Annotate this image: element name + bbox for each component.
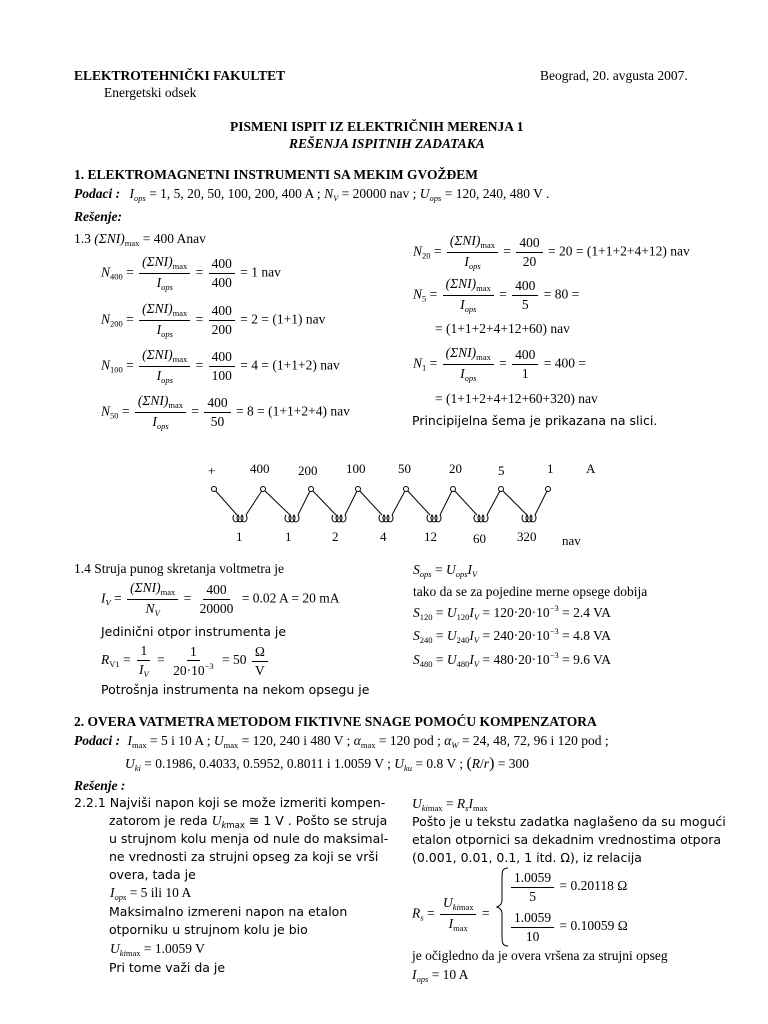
schema-note: Principijelna šema je prikazana na slici. xyxy=(412,413,658,428)
problem1-heading: 1. ELEKTROMAGNETNI INSTRUMENTI SA MEKIM GVOŽĐEM xyxy=(74,167,479,182)
diagram-turns-1b: 1 xyxy=(285,529,292,544)
podaci-uops: = 120, 240, 480 V . xyxy=(444,186,550,201)
diagram-label-100: 100 xyxy=(346,461,366,476)
diagram-label-plus: + xyxy=(208,463,216,478)
diagram-label-1: 1 xyxy=(547,461,554,476)
p1-line3: u strujnom kolu menja od nule do maksimal- xyxy=(109,831,389,846)
eq-s120: $S_{120} = U_{120}I_V = 120\cdot 20\cdot 10^{-3} = 2.4$ VA xyxy=(413,603,611,622)
p1-line2: zatorom je reda $U_{kmax}$ ≅ 1 V . Pošto se struja xyxy=(109,813,388,831)
problem1-podaci: Podaci : $I_{ops} = 1$, 5, 20, 50, 100, 200, 400 A ; $N_V = 20000$ nav ; $U_{ops} = 120$, 240, 480 V . xyxy=(74,186,550,203)
p2-line2: etalon otpornici sa dekadnim vrednostima otpora xyxy=(412,832,722,847)
eq-s240: $S_{240} = U_{240}I_V = 240\cdot 20\cdot 10^{-3} = 4.8$ VA xyxy=(413,626,611,645)
p1-line7: otporniku u strujnom kolu je bio xyxy=(109,922,308,937)
unit-res-label: Jedinični otpor instrumenta je xyxy=(101,624,287,639)
p1-line6: Maksimalno izmereni napon na etalon xyxy=(109,904,348,919)
curly-brace xyxy=(496,866,510,948)
consumption-label: Potrošnja instrumenta na nekom opsegu je xyxy=(101,682,370,697)
faculty-name: ELEKTROTEHNIČKI FAKULTET xyxy=(74,68,286,83)
eq-n5-cont: = (1+1+2+4+12+60) nav xyxy=(435,321,570,336)
coil-schematic xyxy=(190,455,620,555)
p1-line5: overa, tada je xyxy=(109,867,196,882)
diagram-turns-60: 60 xyxy=(473,531,486,546)
place-date: Beograd, 20. avgusta 2007. xyxy=(540,68,688,83)
podaci-nv: = 20000 nav ; xyxy=(341,186,417,201)
diagram-label-400: 400 xyxy=(250,461,270,476)
eq-n100: $N_{100}$ = $\frac{(\Sigma NI)_{max}}{I_{ops}}$ = $\frac{400}{100}$ = 4 = (1+1+2) nav xyxy=(101,347,340,385)
eq-rs: $R_s$ = $\frac{U_{kimax}}{I_{max}}$ = xyxy=(412,895,490,933)
p2-line1: Pošto je u tekstu zadatka naglašeno da su mogući xyxy=(412,814,726,829)
eq-n1-cont: = (1+1+2+4+12+60+320) nav xyxy=(435,391,598,406)
diagram-turns-2: 2 xyxy=(332,529,339,544)
p2-line4: je očigledno da je overa vršena za strujni opseg xyxy=(412,948,668,963)
problem2-podaci-2: $U_{ki} = 0.1986$, 0.4033, 0.5952, 0.8011 i 1.0059 V ; $U_{ku} = 0.8$ V ; (R/r) = 300 xyxy=(125,755,530,773)
diagram-label-50: 50 xyxy=(398,461,411,476)
eq-iops-10: $I_{ops} = 10$ A xyxy=(412,967,469,984)
eq-rs-case2: $\frac{1.0059}{10}$ = 0.10059 Ω xyxy=(509,910,628,944)
diagram-label-200: 200 xyxy=(298,463,318,478)
ranges-note: tako da se za pojedine merne opsege dobija xyxy=(413,584,648,599)
p1-line1: 2.2.1 Najviši napon koji se može izmeriti kompen- xyxy=(74,795,386,810)
eq-n5: $N_5$ = $\frac{(\Sigma NI)_{max}}{I_{ops}}$ = $\frac{400}{5}$ = 80 = xyxy=(413,276,580,314)
exam-title: PISMENI ISPIT IZ ELEKTRIČNIH MERENJA 1 xyxy=(230,119,524,134)
resenje-label: Rešenje: xyxy=(74,209,122,224)
item-1-4: 1.4 Struja punog skretanja voltmetra je xyxy=(74,561,284,576)
eq-n20: $N_{20}$ = $\frac{(\Sigma NI)_{max}}{I_{ops}}$ = $\frac{400}{20}$ = 20 = (1+1+2+4+12) nav xyxy=(413,233,690,271)
exam-subtitle: REŠENJA ISPITNIH ZADATAKA xyxy=(289,136,485,151)
diagram-turns-320: 320 xyxy=(517,529,537,544)
eq-ukimax-rs: $U_{kimax} = R_sI_{max}$ xyxy=(412,796,488,813)
diagram-turns-12: 12 xyxy=(424,529,437,544)
eq-sops: $S_{ops} = U_{ops}I_V$ xyxy=(413,562,478,579)
p2-line3: (0.001, 0.01, 0.1, 1 itd. Ω), iz relacija xyxy=(412,850,642,865)
eq-s480: $S_{480} = U_{480}I_V = 480\cdot 20\cdot 10^{-3} = 9.6$ VA xyxy=(413,650,611,669)
diagram-turns-4: 4 xyxy=(380,529,387,544)
p1-line8: Pri tome važi da je xyxy=(109,960,226,975)
diagram-label-a: A xyxy=(586,461,596,476)
eq-iops: $I_{ops} = 5$ ili 10 A xyxy=(110,885,192,902)
department-name: Energetski odsek xyxy=(104,85,197,100)
diagram-turns-1a: 1 xyxy=(236,529,243,544)
eq-n200: $N_{200}$ = $\frac{(\Sigma NI)_{max}}{I_{ops}}$ = $\frac{400}{200}$ = 2 = (1+1) nav xyxy=(101,301,326,339)
problem2-resenje: Rešenje : xyxy=(74,778,126,793)
podaci-iops: = 1, 5, 20, 50, 100, 200, 400 A ; xyxy=(149,186,321,201)
diagram-label-5: 5 xyxy=(498,463,505,478)
problem2-podaci: Podaci : $I_{max} = 5$ i 10 A ; $U_{max} = 120$, 240 i 480 V ; $\alpha_{max} = 120$ pod ; $\alpha_W = 24$, 48, 72, 96 i 120 pod ; xyxy=(74,733,609,750)
eq-rs-case1: $\frac{1.0059}{5}$ = 0.20118 Ω xyxy=(509,870,627,904)
eq-n1: $N_1$ = $\frac{(\Sigma NI)_{max}}{I_{ops}}$ = $\frac{400}{1}$ = 400 = xyxy=(413,345,587,383)
diagram-turns-nav: nav xyxy=(562,533,581,548)
ni-max-line: 1.3 $(\Sigma NI)_{max} = 400$ Anav xyxy=(74,231,206,248)
diagram-label-20: 20 xyxy=(449,461,462,476)
eq-rv: $R_{V1}$ = $\frac{1}{I_V}$ = $\frac{1}{20\cdot 10^{-3}}$ = 50 $\frac{\Omega}{V}$ xyxy=(101,643,270,679)
eq-n400: $N_{400}$ = $\frac{(\Sigma NI)_{max}}{I_{ops}}$ = $\frac{400}{400}$ = 1 nav xyxy=(101,254,281,292)
podaci-label: Podaci : xyxy=(74,186,121,201)
p1-line4: ne vrednosti za strujni opseg za koji se vrši xyxy=(109,849,379,864)
eq-iv: $I_V$ = $\frac{(\Sigma NI)_{max}}{N_V}$ = $\frac{400}{20000}$ = 0.02 A = 20 mA xyxy=(101,580,340,618)
problem2-heading: 2. OVERA VATMETRA METODOM FIKTIVNE SNAGE POMOĆU KOMPENZATORA xyxy=(74,714,597,729)
eq-n50: $N_{50}$ = $\frac{(\Sigma NI)_{max}}{I_{ops}}$ = $\frac{400}{50}$ = 8 = (1+1+2+4) nav xyxy=(101,393,350,431)
eq-ukimax: $U_{kimax} = 1.0059$ V xyxy=(110,941,205,958)
